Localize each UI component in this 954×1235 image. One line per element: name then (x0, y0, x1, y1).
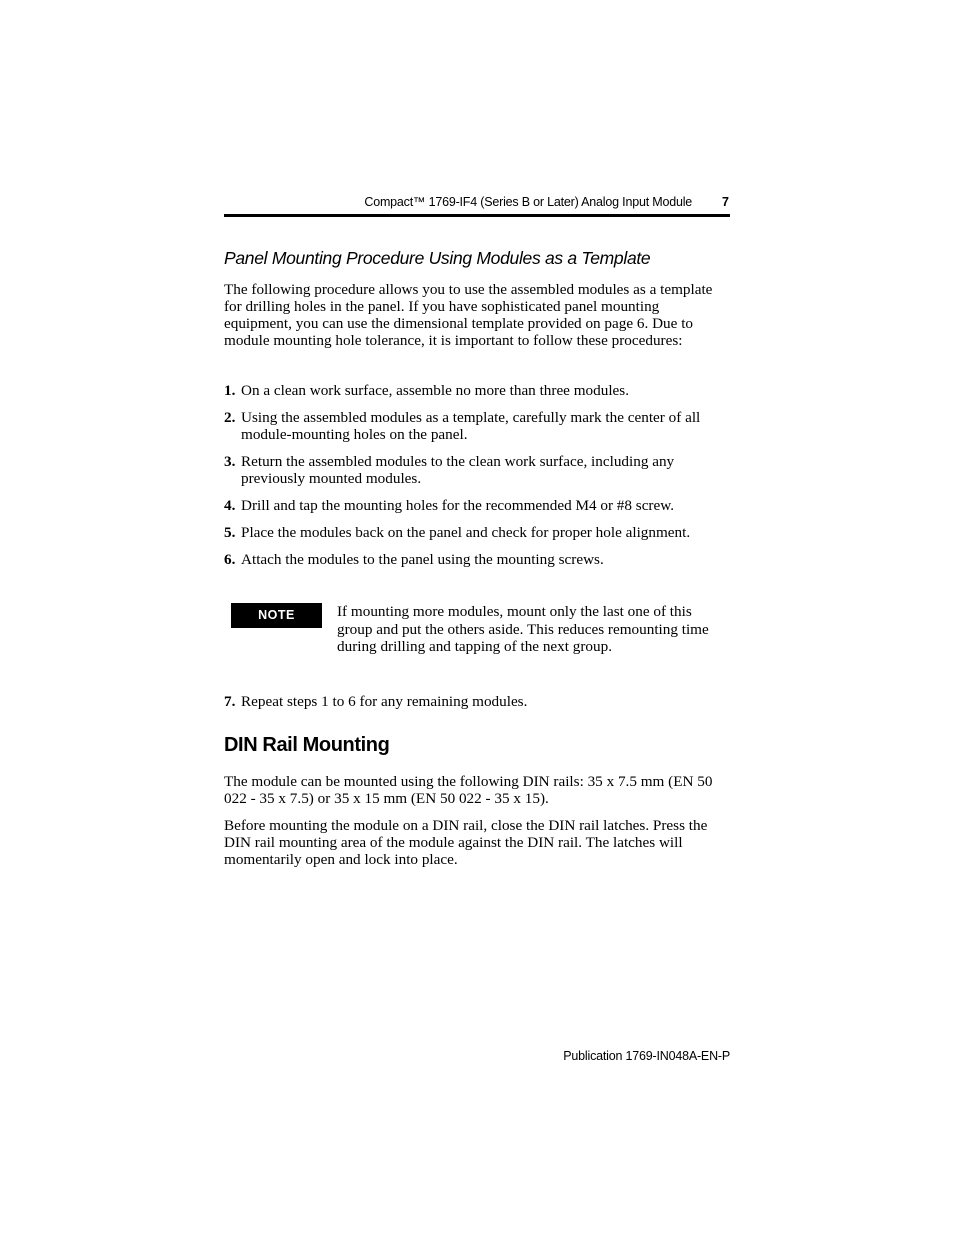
note-text: If mounting more modules, mount only the last one of this group and put the others aside. This reduces remounting time during drilling and tapping of the next group. (337, 603, 709, 655)
header-title: Compact™ 1769-IF4 (Series B or Later) Analog Input Module (364, 195, 693, 209)
panel-mounting-heading: Panel Mounting Procedure Using Modules as a Template (224, 248, 651, 268)
step-text: Place the modules back on the panel and check for proper hole alignment. (241, 524, 691, 541)
step-item (224, 497, 730, 514)
step-text: Using the assembled modules as a template, carefully mark the center of all module-mounting holes on the panel. (241, 409, 701, 443)
step-item (224, 693, 730, 710)
step-number: 7. (224, 693, 236, 710)
step-number: 1. (224, 382, 236, 399)
step-item (224, 453, 730, 487)
step-text: Drill and tap the mounting holes for the recommended M4 or #8 screw. (241, 497, 675, 514)
step-number: 4. (224, 497, 236, 514)
running-header (224, 192, 730, 212)
step-item (224, 409, 730, 443)
note-label: NOTE (231, 603, 322, 628)
din-rail-paragraph: The module can be mounted using the following DIN rails: 35 x 7.5 mm (EN 50 022 - 35 x 7.5) or 35 x 15 mm (EN 50 022 - 35 x 15). (224, 773, 713, 807)
page-number: 7 (722, 195, 729, 209)
step-text: Return the assembled modules to the clean work surface, including any previously mounted modules. (241, 453, 675, 487)
din-rail-heading: DIN Rail Mounting (224, 734, 390, 756)
step-item (224, 524, 730, 541)
step-item (224, 551, 730, 568)
procedure-steps (224, 382, 730, 578)
header-rule (224, 214, 730, 217)
step-text: Attach the modules to the panel using the mounting screws. (241, 551, 604, 568)
step-text: Repeat steps 1 to 6 for any remaining modules. (241, 693, 528, 710)
step-number: 6. (224, 551, 236, 568)
step-number: 5. (224, 524, 236, 541)
step-item (224, 382, 730, 399)
publication-footer: Publication 1769-IN048A-EN-P (563, 1049, 730, 1063)
step-text: On a clean work surface, assemble no more than three modules. (241, 382, 629, 399)
panel-mounting-intro: The following procedure allows you to use the assembled modules as a template for drilling holes in the panel. If you have sophisticated panel mounting equipment, you can use the dimensional template provided on page 6. Due to module mounting hole tolerance, it is important to follow these procedures: (224, 281, 713, 349)
note-block (231, 603, 730, 656)
din-rail-paragraph: Before mounting the module on a DIN rail, close the DIN rail latches. Press the DIN rail mounting area of the module against the DIN rail. The latches will momentarily open and lock into place. (224, 817, 708, 868)
step-number: 2. (224, 409, 236, 426)
step-number: 3. (224, 453, 236, 470)
final-step (224, 693, 730, 720)
